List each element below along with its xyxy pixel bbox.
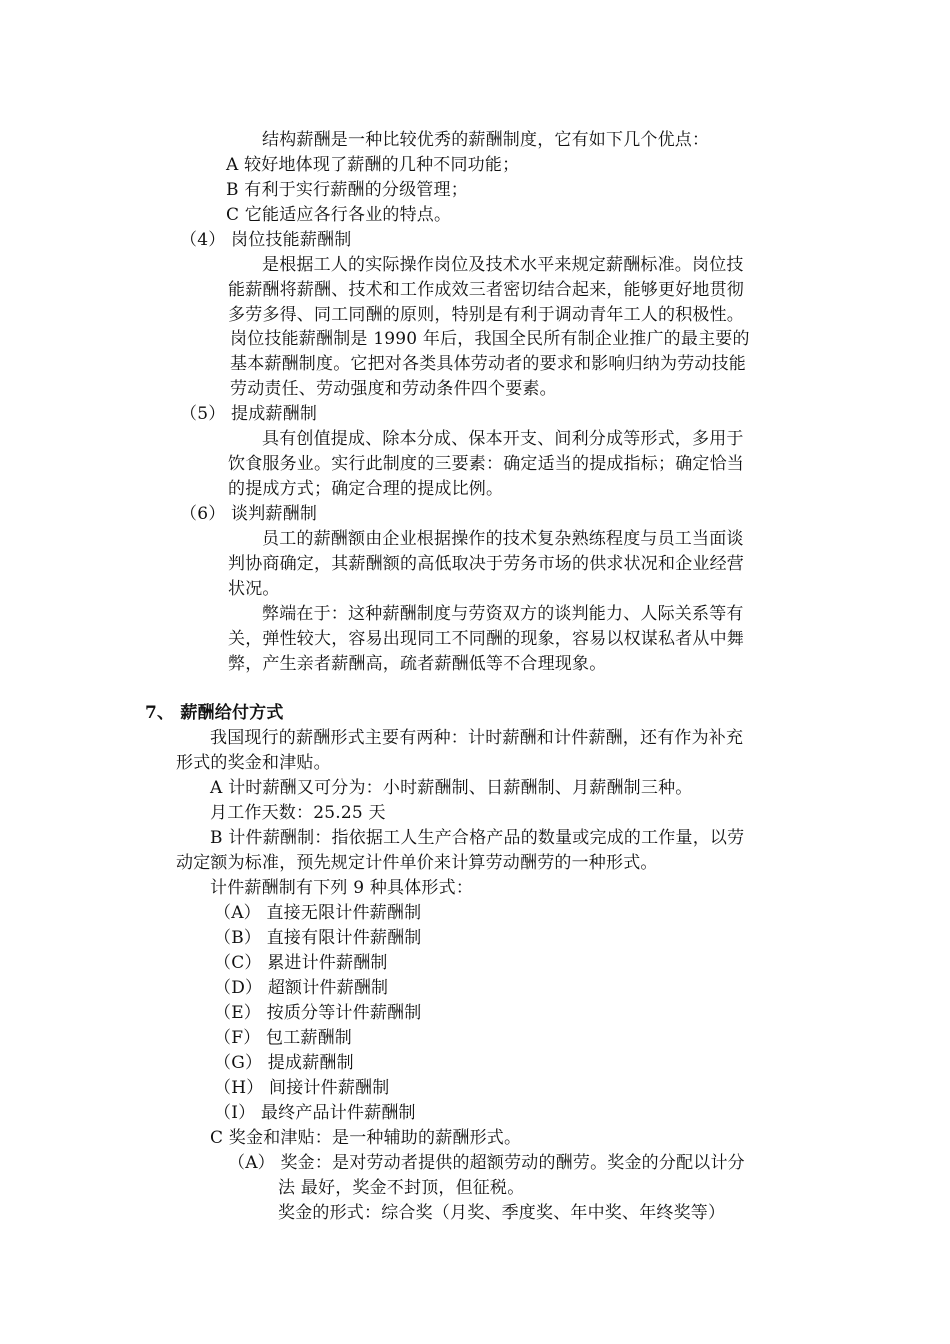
paragraph-line: 动定额为标准，预先规定计件单价来计算劳动酬劳的一种形式。	[176, 853, 658, 873]
list-item: （G） 提成薪酬制	[214, 1053, 354, 1073]
bonus-definition-line: （A） 奖金：是对劳动者提供的超额劳动的酬劳。奖金的分配以计分	[228, 1153, 745, 1173]
list-item: （A） 直接无限计件薪酬制	[214, 903, 422, 923]
list-item: （B） 直接有限计件薪酬制	[214, 928, 422, 948]
advantage-c: C 它能适应各行各业的特点。	[226, 205, 452, 225]
paragraph-line: 弊端在于：这种薪酬制度与劳资双方的谈判能力、人际关系等有	[262, 604, 744, 624]
list-item: （F） 包工薪酬制	[214, 1028, 352, 1048]
paragraph-line: 形式的奖金和津贴。	[176, 753, 331, 773]
list-item: （I） 最终产品计件薪酬制	[214, 1103, 416, 1123]
paragraph-line: 法 最好，奖金不封顶，但征税。	[278, 1178, 525, 1198]
list-item: （H） 间接计件薪酬制	[214, 1078, 390, 1098]
section-heading-payment-methods: 7、 薪酬给付方式	[145, 703, 284, 723]
advantage-a: A 较好地体现了薪酬的几种不同功能；	[226, 155, 520, 175]
paragraph-line: 岗位技能薪酬制是 1990 年后，我国全民所有制企业推广的最主要的	[230, 329, 750, 349]
heading-commission-pay: （5） 提成薪酬制	[180, 404, 318, 424]
time-pay-line: A 计时薪酬又可分为：小时薪酬制、日薪酬制、月薪酬制三种。	[210, 778, 693, 798]
advantage-b: B 有利于实行薪酬的分级管理；	[226, 180, 468, 200]
list-item: （E） 按质分等计件薪酬制	[214, 1003, 422, 1023]
paragraph-line: 劳动责任、劳动强度和劳动条件四个要素。	[230, 379, 557, 399]
paragraph-line: 状况。	[228, 579, 280, 599]
piece-pay-line: B 计件薪酬制：指依据工人生产合格产品的数量或完成的工作量，以劳	[210, 828, 745, 848]
heading-negotiated-pay: （6） 谈判薪酬制	[180, 504, 318, 524]
paragraph-line: 基本薪酬制度。它把对各类具体劳动者的要求和影响归纳为劳动技能	[230, 354, 746, 374]
paragraph-line: 的提成方式；确定合理的提成比例。	[228, 479, 504, 499]
paragraph-line: 是根据工人的实际操作岗位及技术水平来规定薪酬标准。岗位技	[262, 255, 744, 275]
structured-pay-intro: 结构薪酬是一种比较优秀的薪酬制度，它有如下几个优点：	[262, 130, 710, 150]
heading-position-skill-pay: （4） 岗位技能薪酬制	[180, 230, 352, 250]
bonus-forms-line: 奖金的形式：综合奖（月奖、季度奖、年中奖、年终奖等）	[278, 1203, 726, 1223]
paragraph-line: 关，弹性较大，容易出现同工不同酬的现象，容易以权谋私者从中舞	[228, 629, 744, 649]
paragraph-line: 能薪酬将薪酬、技术和工作成效三者密切结合起来，能够更好地贯彻	[228, 280, 744, 300]
monthly-workdays-line: 月工作天数：25.25 天	[210, 803, 386, 823]
paragraph-line: 我国现行的薪酬形式主要有两种：计时薪酬和计件薪酬，还有作为补充	[210, 728, 744, 748]
paragraph-line: 判协商确定，其薪酬额的高低取决于劳务市场的供求状况和企业经营	[228, 554, 744, 574]
bonus-allowance-line: C 奖金和津贴：是一种辅助的薪酬形式。	[210, 1128, 522, 1148]
paragraph-line: 具有创值提成、除本分成、保本开支、间利分成等形式，多用于	[262, 429, 744, 449]
list-item: （D） 超额计件薪酬制	[214, 978, 389, 998]
paragraph-line: 多劳多得、同工同酬的原则，特别是有利于调动青年工人的积极性。	[228, 305, 744, 325]
paragraph-line: 弊，产生亲者薪酬高，疏者薪酬低等不合理现象。	[228, 654, 607, 674]
paragraph-line: 员工的薪酬额由企业根据操作的技术复杂熟练程度与员工当面谈	[262, 529, 744, 549]
paragraph-line: 饮食服务业。实行此制度的三要素：确定适当的提成指标；确定恰当	[228, 454, 744, 474]
list-item: （C） 累进计件薪酬制	[214, 953, 388, 973]
piece-forms-intro: 计件薪酬制有下列 9 种具体形式：	[210, 878, 474, 898]
